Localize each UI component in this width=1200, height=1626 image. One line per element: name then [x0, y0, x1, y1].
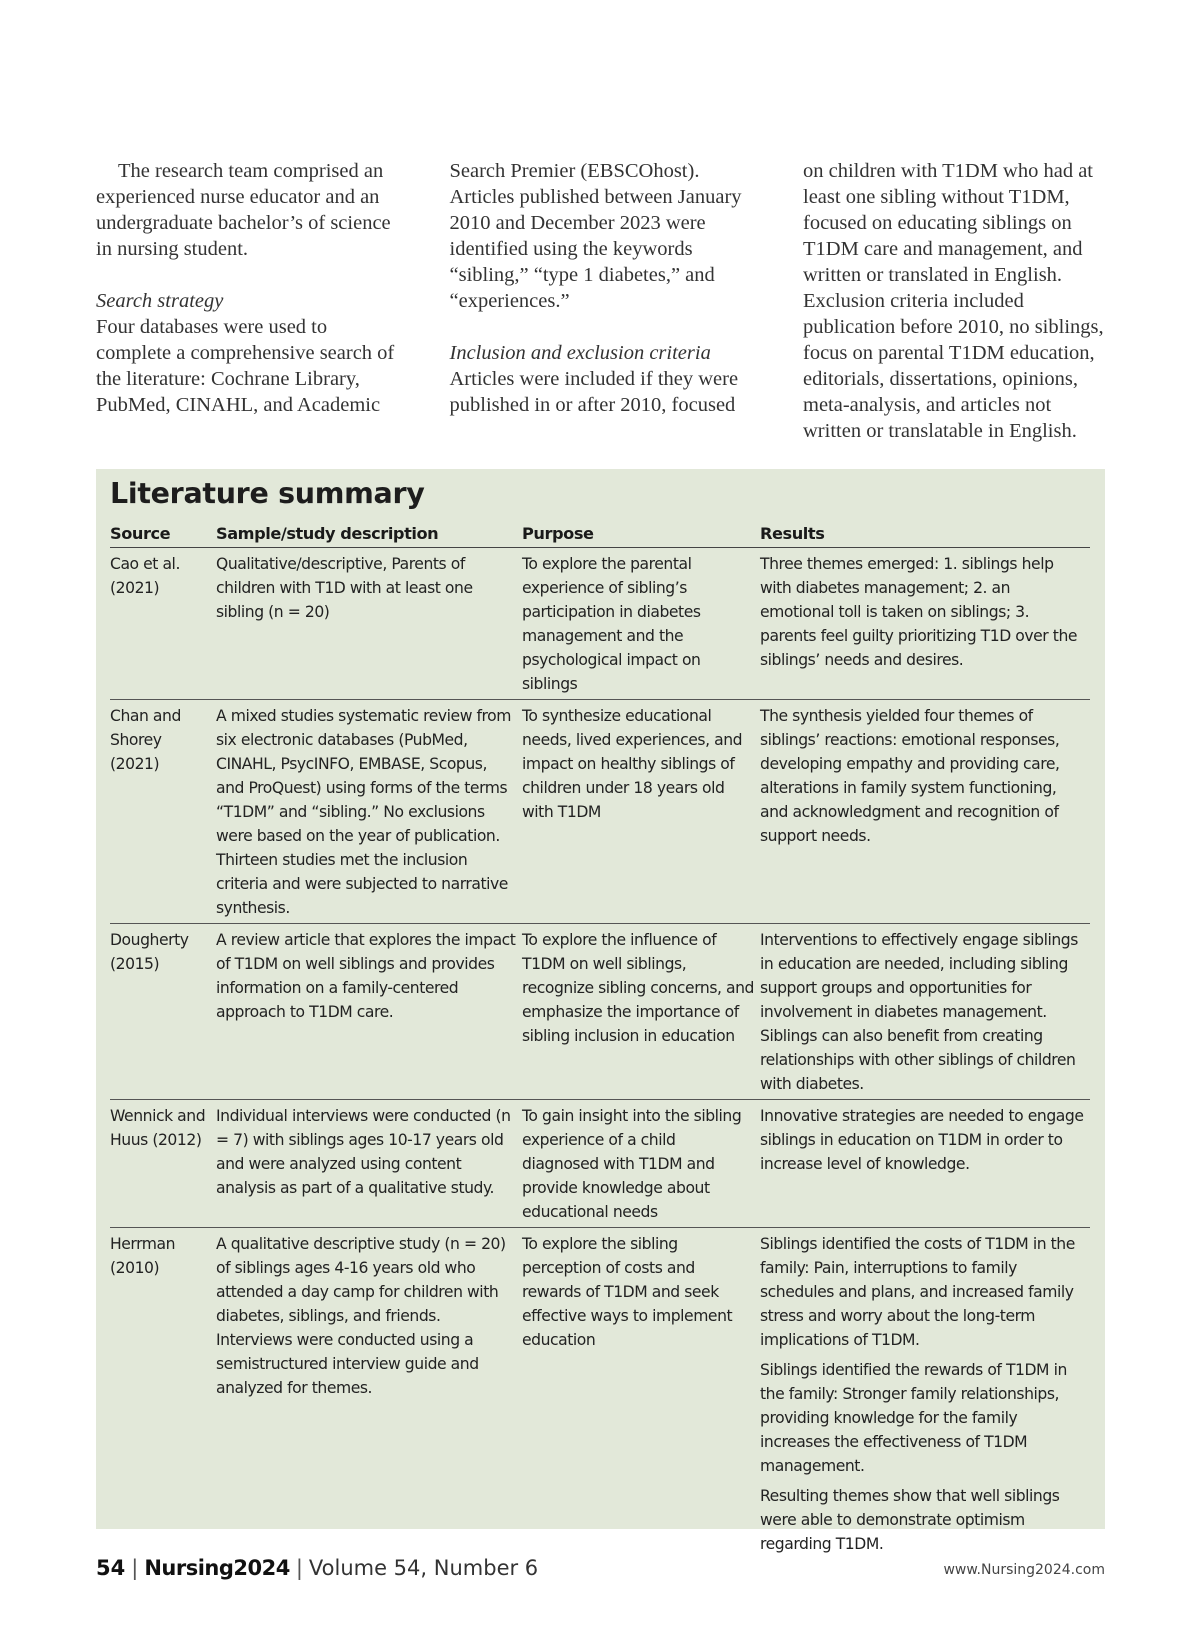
- cell-purpose: To explore the sibling perception of costs and rewards of T1DM and seek effective ways to implement education: [522, 1235, 733, 1349]
- table-row: [110, 1100, 1090, 1228]
- table-row: [110, 1228, 1090, 1560]
- table-body: [110, 548, 1090, 1560]
- cell-source: Cao et al. (2021): [110, 548, 216, 700]
- page-number: 54: [96, 1556, 126, 1580]
- volume-info: Volume 54, Number 6: [308, 1556, 539, 1580]
- intro-column-2: [450, 158, 752, 444]
- cell-sample: A qualitative descriptive study (n = 20) of siblings ages 4-16 years old who attended a day camp for children with diabetes, siblings, and friends. Interviews were conducted using a semistructured interview guide and analyzed for themes.: [216, 1235, 506, 1397]
- search-strategy-text: Four databases were used to complete a comprehensive search of the literature: Cochrane Library, PubMed, CINAHL, and Academic: [96, 316, 395, 416]
- result-paragraph: Interventions to effectively engage siblings in education are needed, including sibling support groups and opportunities for involvement in diabetes management. Siblings can also benefit from creating relationships with other siblings of children with diabetes.: [760, 931, 1078, 1093]
- result-paragraph: The synthesis yielded four themes of siblings’ reactions: emotional responses, developing empathy and providing care, alterations in family system functioning, and acknowledgment and recognition of support needs.: [760, 707, 1060, 845]
- literature-summary-box: [96, 469, 1105, 1553]
- table-row: [110, 924, 1090, 1100]
- journal-url: www.Nursing2024.com: [943, 1562, 1105, 1578]
- intro-paragraph: on children with T1DM who had at least one sibling without T1DM, focused on educating siblings on T1DM care and management, and written or translated in English. Exclusion criteria included publication before 2010, no siblings, focus on parental T1DM education, editorials, dissertations, opinions, meta-analysis, and articles not written or translatable in English.: [803, 160, 1104, 442]
- cell-sample: Individual interviews were conducted (n = 7) with siblings ages 10-17 years old and were analyzed using content analysis as part of a qualitative study.: [216, 1100, 522, 1228]
- cell-source: Chan and Shorey (2021): [110, 700, 216, 924]
- cell-sample: A mixed studies systematic review from six electronic databases (PubMed, CINAHL, PsycINFO, EMBASE, Scopus, and ProQuest) using forms of the terms “T1DM” and “sibling.” No exclusions were based on the year of publication. Thirteen studies met the inclusion criteria and were subjected to narrative synthesis.: [216, 700, 522, 924]
- footer-separator: |: [131, 1556, 139, 1580]
- cell-source: Dougherty (2015): [110, 924, 216, 1100]
- header-results: Results: [760, 521, 1090, 548]
- inclusion-criteria-heading: Inclusion and exclusion criteria: [449, 342, 711, 364]
- cell-results: [760, 548, 1090, 700]
- cell-results: [760, 1100, 1090, 1228]
- header-purpose: Purpose: [522, 521, 760, 548]
- cell-purpose: To explore the influence of T1DM on well siblings, recognize sibling concerns, and emphasize the importance of sibling inclusion in education: [522, 924, 760, 1100]
- table-row: [110, 700, 1090, 924]
- cell-purpose: To synthesize educational needs, lived experiences, and impact on healthy siblings of children under 18 years old with T1DM: [522, 700, 760, 924]
- cell-sample: A review article that explores the impact of T1DM on well siblings and provides information on a family-centered approach to T1DM care.: [216, 924, 522, 1100]
- literature-summary-table: [110, 521, 1090, 1559]
- literature-summary-title: Literature summary: [110, 477, 425, 510]
- footer-separator: |: [295, 1556, 303, 1580]
- intro-text: [96, 158, 1105, 444]
- cell-sample: Qualitative/descriptive, Parents of children with T1D with at least one sibling (n = 20): [216, 548, 522, 700]
- result-paragraph: Resulting themes show that well siblings were able to demonstrate optimism regarding T1DM.: [760, 1487, 1060, 1553]
- intro-paragraph: Search Premier (EBSCOhost). Articles published between January 2010 and December 2023 were identified using the keywords “sibling,” “type 1 diabetes,” and “experiences.”: [449, 160, 742, 312]
- header-source: Source: [110, 521, 216, 548]
- result-paragraph: Siblings identified the rewards of T1DM in the family: Stronger family relationships, providing knowledge for the family increases the effectiveness of T1DM management.: [760, 1361, 1067, 1475]
- result-paragraph: Three themes emerged: 1. siblings help with diabetes management; 2. an emotional toll is taken on siblings; 3. parents feel guilty prioritizing T1D over the siblings’ needs and desires.: [760, 555, 1078, 669]
- table-row: [110, 548, 1090, 700]
- footer-left: [96, 1556, 538, 1580]
- page-footer: [96, 1556, 1105, 1586]
- cell-purpose: To gain insight into the sibling experience of a child diagnosed with T1DM and provide knowledge about educational needs: [522, 1100, 760, 1228]
- cell-results: [760, 1228, 1090, 1560]
- intro-paragraph: The research team comprised an experienced nurse educator and an undergraduate bachelor’s of science in nursing student.: [96, 160, 391, 260]
- cell-source: Herrman (2010): [110, 1235, 176, 1277]
- cell-source: Wennick and Huus (2012): [110, 1100, 216, 1228]
- search-strategy-heading: Search strategy: [96, 290, 224, 312]
- inclusion-criteria-text: Articles were included if they were published in or after 2010, focused: [449, 368, 739, 416]
- table-header-row: [110, 521, 1090, 548]
- result-paragraph: Siblings identified the costs of T1DM in the family: Pain, interruptions to family schedules and plans, and increased family stress and worry about the long-term implications of T1DM.: [760, 1235, 1075, 1349]
- journal-name: Nursing2024: [144, 1556, 290, 1580]
- cell-results: [760, 700, 1090, 924]
- intro-column-3: [803, 158, 1105, 444]
- result-paragraph: Innovative strategies are needed to engage siblings in education on T1DM in order to increase level of knowledge.: [760, 1107, 1084, 1173]
- cell-purpose: To explore the parental experience of sibling’s participation in diabetes management and the psychological impact on siblings: [522, 548, 760, 700]
- cell-results: [760, 924, 1090, 1100]
- header-sample: Sample/study description: [216, 521, 522, 548]
- intro-column-1: [96, 158, 398, 444]
